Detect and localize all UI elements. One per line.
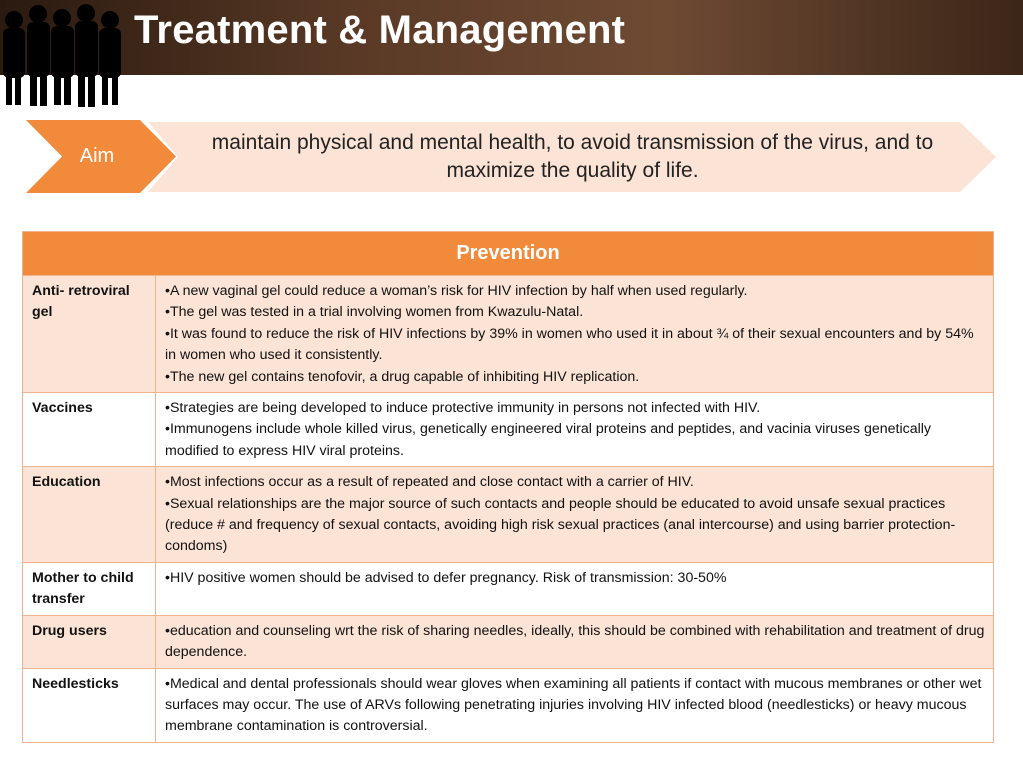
row-label: Mother to child transfer [23, 562, 156, 615]
row-details [156, 467, 994, 563]
bullet-item: •The gel was tested in a trial involving women from Kwazulu-Natal. [165, 304, 584, 321]
row-label: Education [23, 467, 156, 563]
bullet-item: •Sexual relationships are the major source of such contacts and people should be educated to avoid unsafe sexual practices (reduce # and frequency of sexual contacts, avoiding high risk sexual practices (anal intercourse) and using barrier protection- condoms) [165, 495, 956, 555]
bullet-item: •A new vaginal gel could reduce a woman’s risk for HIV infection by half when used regularly. [165, 283, 748, 299]
row-label: Needlesticks [23, 668, 156, 742]
row-label: Drug users [23, 615, 156, 668]
row-label: Anti- retroviral gel [23, 276, 156, 393]
crowd-silhouette-icon [0, 0, 130, 110]
table-row [23, 615, 994, 668]
table-row [23, 562, 994, 615]
title-banner [0, 0, 1023, 75]
row-details [156, 562, 994, 615]
page-title: Treatment & Management [134, 8, 626, 52]
row-details [156, 668, 994, 742]
table-row [23, 668, 994, 742]
prevention-table [22, 231, 994, 743]
prevention-heading: Prevention [23, 232, 994, 276]
bullet-item: •Immunogens include whole killed virus, genetically engineered viral proteins and peptides, and vacinia viruses genetically modified to express HIV viral proteins. [165, 421, 932, 459]
row-details [156, 276, 994, 393]
aim-description: maintain physical and mental health, to avoid transmission of the virus, and to maximize the quality of life. [211, 131, 934, 182]
bullet-item: •HIV positive women should be advised to defer pregnancy. Risk of transmission: 30-50% [165, 569, 727, 586]
row-label: Vaccines [23, 393, 156, 467]
bullet-item: •Medical and dental professionals should wear gloves when examining all patients if contact with mucous membranes or other wet surfaces may occur. The use of ARVs following penetrating injuries involving HIV infected blood (needlesticks) or heavy mucous membrane contamination is controversial. [165, 675, 982, 735]
table-row [23, 276, 994, 393]
aim-label: Aim [79, 145, 115, 167]
table-row [23, 467, 994, 563]
bullet-item: •Most infections occur as a result of repeated and close contact with a carrier of HIV. [165, 474, 694, 491]
bullet-item: •It was found to reduce the risk of HIV infections by 39% in women who used it in about ¾ of their sexual encounters and by 54% in women who used it consistently. [165, 325, 974, 364]
table-row [23, 393, 994, 467]
bullet-item: •The new gel contains tenofovir, a drug capable of inhibiting HIV replication. [165, 368, 640, 385]
row-details [156, 615, 994, 668]
bullet-item: •Strategies are being developed to induce protective immunity in persons not infected with HIV. [165, 400, 761, 417]
bullet-item: •education and counseling wrt the risk of sharing needles, ideally, this should be combined with rehabilitation and treatment of drug dependence. [165, 622, 985, 661]
row-details [156, 393, 994, 467]
